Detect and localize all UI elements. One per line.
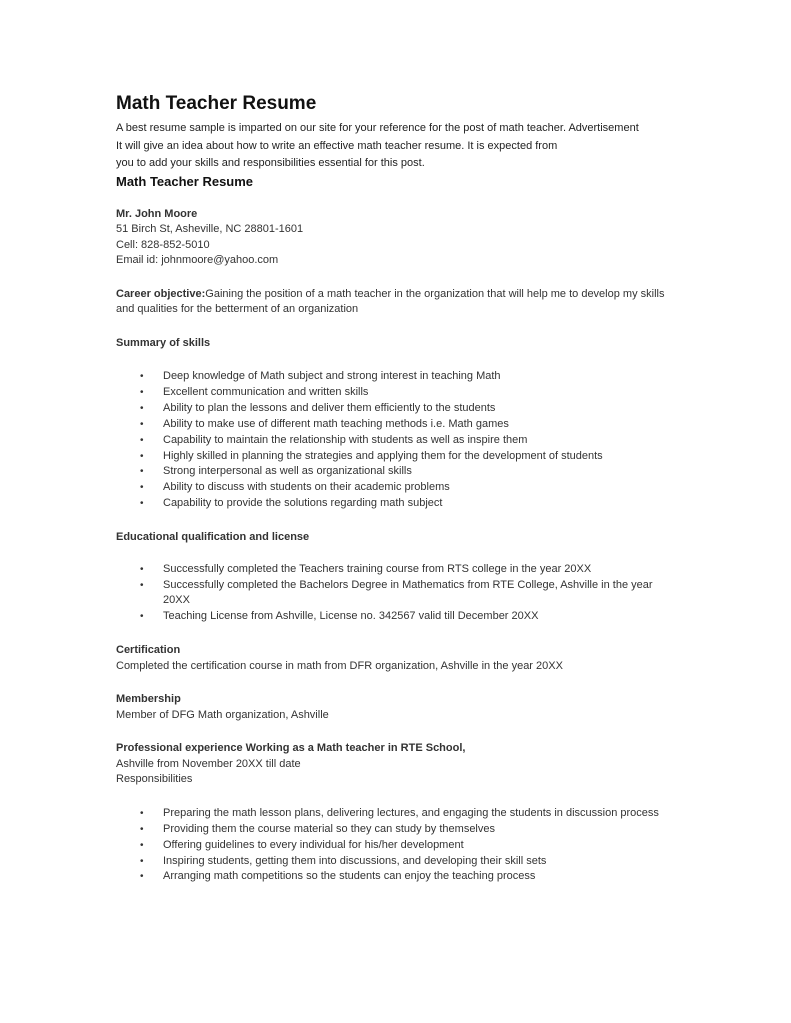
list-item	[116, 369, 716, 385]
list-item	[116, 417, 716, 433]
list-item-text: Capability to maintain the relationship with students as well as inspire them	[163, 433, 528, 446]
bullet-icon: •	[140, 450, 144, 462]
list-item-text: Teaching License from Ashville, License no. 342567 valid till December 20XX	[163, 610, 539, 623]
career-objective	[116, 287, 676, 318]
experience-heading: Professional experience Working as a Math teacher in RTE School,	[116, 742, 466, 755]
list-item-text: Inspiring students, getting them into discussions, and developing their skill sets	[163, 854, 547, 867]
list-item	[116, 609, 716, 625]
list-item-text: Deep knowledge of Math subject and strong interest in teaching Math	[163, 370, 501, 382]
list-item	[116, 838, 716, 854]
list-item	[116, 449, 716, 465]
experience-responsibilities-label: Responsibilities	[116, 773, 193, 786]
certification-text: Completed the certification course in math from DFR organization, Ashville in the year 20XX	[116, 659, 563, 672]
intro-line: you to add your skills and responsibilities essential for this post.	[116, 157, 425, 169]
bullet-icon: •	[140, 498, 144, 510]
bullet-icon: •	[140, 418, 144, 430]
resume-subtitle: Math Teacher Resume	[116, 173, 254, 189]
list-item-text: Providing them the course material so they can study by themselves	[163, 822, 495, 835]
bullet-icon: •	[140, 611, 144, 623]
contact-cell: Cell: 828-852-5010	[116, 238, 210, 251]
certification-section	[116, 643, 716, 674]
bullet-icon: •	[140, 402, 144, 414]
list-item	[116, 496, 716, 512]
list-item-text: Ability to make use of different math teaching methods i.e. Math games	[163, 417, 509, 430]
list-item-text: Offering guidelines to every individual for his/her development	[163, 838, 464, 851]
intro-paragraph	[116, 120, 716, 173]
bullet-icon: •	[140, 482, 144, 494]
bullet-icon: •	[140, 871, 144, 883]
list-item-text: Capability to provide the solutions regarding math subject	[163, 497, 443, 510]
list-item	[116, 869, 716, 885]
list-item-text: Successfully completed the Teachers training course from RTS college in the year 20XX	[163, 562, 592, 575]
list-item-text: Highly skilled in planning the strategies and applying them for the development of students	[163, 449, 603, 462]
bullet-icon: •	[140, 823, 144, 835]
bullet-icon: •	[140, 386, 144, 398]
skills-list	[116, 369, 716, 512]
contact-name: Mr. John Moore	[116, 207, 198, 220]
bullet-icon: •	[140, 579, 144, 591]
objective-label: Career objective:	[116, 287, 206, 300]
contact-block	[116, 207, 716, 269]
resume-page	[116, 92, 716, 885]
list-item	[116, 385, 716, 401]
membership-section	[116, 692, 716, 723]
page-title: Math Teacher Resume	[116, 93, 317, 114]
contact-address: 51 Birch St, Asheville, NC 28801-1601	[116, 223, 304, 235]
skills-heading: Summary of skills	[116, 336, 211, 349]
certification-heading: Certification	[116, 644, 181, 657]
membership-text: Member of DFG Math organization, Ashville	[116, 708, 329, 721]
intro-line: It will give an idea about how to write an effective math teacher resume. It is expected from	[116, 139, 558, 152]
experience-section	[116, 741, 716, 788]
bullet-icon: •	[140, 839, 144, 851]
list-item	[116, 854, 716, 870]
membership-heading: Membership	[116, 693, 181, 706]
list-item-text: Ability to discuss with students on their academic problems	[163, 481, 450, 494]
list-item	[116, 464, 716, 480]
list-item-text: Strong interpersonal as well as organizational skills	[163, 465, 412, 478]
list-item	[116, 562, 716, 578]
bullet-icon: •	[140, 434, 144, 446]
contact-email: Email id: johnmoore@yahoo.com	[116, 254, 279, 266]
objective-text: Gaining the position of a math teacher in the organization that will help me to develop my skills and qualities for the betterment of an organization	[116, 287, 665, 315]
list-item-text: Arranging math competitions so the students can enjoy the teaching process	[163, 870, 536, 883]
experience-list	[116, 806, 716, 886]
intro-line: A best resume sample is imparted on our site for your reference for the post of math teacher. Advertisement	[116, 122, 639, 134]
education-list	[116, 562, 716, 626]
bullet-icon: •	[140, 807, 144, 819]
list-item	[116, 578, 716, 610]
list-item-text: Successfully completed the Bachelors Degree in Mathematics from RTE College, Ashville in the year 20XX	[163, 578, 653, 607]
list-item-text: Excellent communication and written skills	[163, 385, 369, 398]
list-item	[116, 480, 716, 496]
bullet-icon: •	[140, 371, 144, 382]
list-item	[116, 806, 716, 822]
bullet-icon: •	[140, 466, 144, 478]
list-item	[116, 433, 716, 449]
bullet-icon: •	[140, 563, 144, 575]
experience-location: Ashville from November 20XX till date	[116, 757, 301, 770]
list-item	[116, 822, 716, 838]
bullet-icon: •	[140, 855, 144, 867]
list-item-text: Preparing the math lesson plans, delivering lectures, and engaging the students in discussion process	[163, 806, 659, 819]
education-heading: Educational qualification and license	[116, 531, 310, 544]
list-item-text: Ability to plan the lessons and deliver them efficiently to the students	[163, 401, 496, 414]
list-item	[116, 401, 716, 417]
